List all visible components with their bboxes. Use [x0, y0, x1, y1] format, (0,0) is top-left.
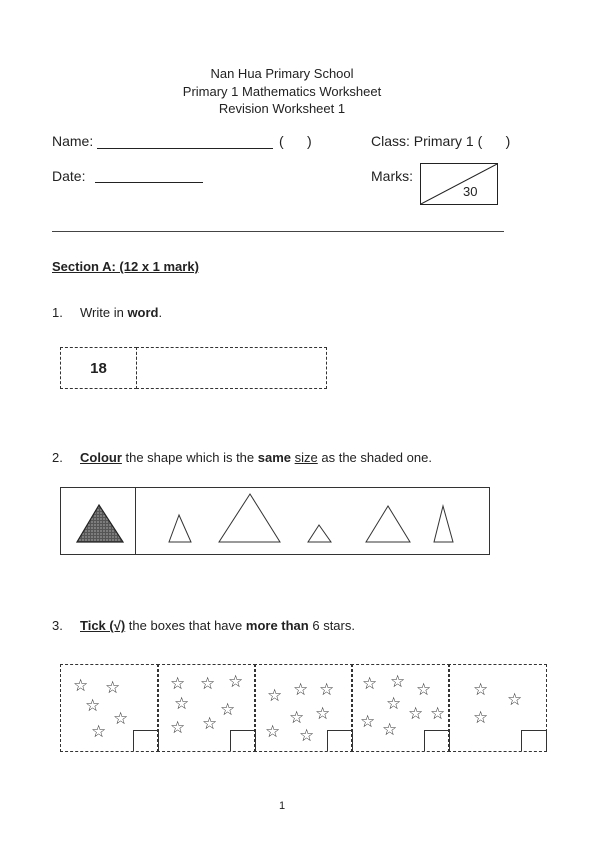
star-icon: ☆ — [319, 680, 335, 699]
star-icon: ☆ — [170, 674, 186, 693]
q1-answer-box[interactable] — [136, 347, 327, 389]
q2-text-1: the shape which is the — [121, 450, 258, 465]
q1-number-box — [60, 347, 137, 389]
star-icon: ☆ — [315, 704, 331, 723]
star-icon: ☆ — [362, 674, 378, 693]
q1-number: 1. — [52, 305, 63, 320]
marks-box — [420, 163, 498, 205]
q2-triangle-option-2[interactable] — [219, 494, 280, 542]
q2-size-word: size — [294, 450, 318, 465]
star-icon: ☆ — [73, 676, 89, 695]
q2-instruction — [80, 450, 432, 465]
star-icon: ☆ — [170, 718, 186, 737]
star-icon: ☆ — [382, 720, 398, 739]
star-icon: ☆ — [91, 722, 107, 741]
q2-shapes-svg — [61, 488, 489, 554]
q2-triangle-option-3[interactable] — [308, 525, 331, 542]
star-icon: ☆ — [416, 680, 432, 699]
marks-total: 30 — [463, 184, 478, 199]
header-divider — [52, 231, 504, 232]
q1-bold-word: word — [127, 305, 159, 320]
q2-shape-panel — [60, 487, 490, 555]
star-icon: ☆ — [299, 726, 315, 745]
star-icon: ☆ — [507, 690, 523, 709]
register-number-paren: ( ) — [279, 133, 312, 149]
q3-star-boxes — [60, 664, 546, 752]
q2-shaded-triangle — [77, 505, 123, 542]
star-icon: ☆ — [360, 712, 376, 731]
section-a-title: Section A: (12 x 1 mark) — [52, 259, 199, 274]
marks-diagonal-line — [421, 164, 497, 204]
worksheet-title: Revision Worksheet 1 — [218, 101, 346, 116]
q1-text-end: . — [158, 305, 163, 320]
star-icon: ☆ — [113, 709, 129, 728]
q2-triangle-option-5[interactable] — [434, 506, 453, 542]
q3-tick-box-1[interactable] — [133, 730, 159, 751]
q2-triangle-option-1[interactable] — [169, 515, 191, 542]
q2-triangle-option-4[interactable] — [366, 506, 410, 542]
q2-text-3: as the shaded one. — [317, 450, 432, 465]
q3-text-1: the boxes that have — [125, 618, 246, 633]
q3-box-3 — [254, 664, 353, 752]
q2-number: 2. — [52, 450, 63, 465]
q3-box-1 — [60, 664, 159, 752]
q3-box-5 — [448, 664, 547, 752]
date-field[interactable] — [95, 182, 203, 183]
star-icon: ☆ — [105, 678, 121, 697]
q2-colour-word: Colour — [80, 450, 122, 465]
star-icon: ☆ — [390, 672, 406, 691]
q3-tick-box-2[interactable] — [230, 730, 256, 751]
star-icon: ☆ — [85, 696, 101, 715]
q3-box-2 — [157, 664, 256, 752]
q3-instruction — [80, 618, 355, 633]
q3-tick-box-3[interactable] — [327, 730, 353, 751]
star-icon: ☆ — [430, 704, 446, 723]
star-icon: ☆ — [267, 686, 283, 705]
star-icon: ☆ — [202, 714, 218, 733]
q3-box-4 — [351, 664, 450, 752]
star-icon: ☆ — [289, 708, 305, 727]
name-label: Name: — [52, 133, 94, 149]
star-icon: ☆ — [265, 722, 281, 741]
q3-tick-box-4[interactable] — [424, 730, 450, 751]
star-icon: ☆ — [408, 704, 424, 723]
star-icon: ☆ — [386, 694, 402, 713]
star-icon: ☆ — [200, 674, 216, 693]
date-label: Date: — [52, 168, 86, 184]
page-number: 1 — [278, 800, 286, 812]
q3-text-2: 6 stars. — [308, 618, 355, 633]
school-name: Nan Hua Primary School — [210, 66, 354, 81]
star-icon: ☆ — [473, 708, 489, 727]
star-icon: ☆ — [473, 680, 489, 699]
q3-more-than-word: more than — [245, 618, 309, 633]
q2-same-word: same — [257, 450, 291, 465]
star-icon: ☆ — [293, 680, 309, 699]
class-label: Class: Primary 1 ( ) — [371, 133, 511, 149]
worksheet-subject: Primary 1 Mathematics Worksheet — [182, 84, 382, 99]
q1-given-number: 18 — [90, 360, 107, 377]
q1-text: Write in — [80, 305, 128, 320]
star-icon: ☆ — [220, 700, 236, 719]
star-icon: ☆ — [228, 672, 244, 691]
name-field[interactable] — [97, 148, 273, 149]
q3-tick-box-5[interactable] — [521, 730, 547, 751]
q3-tick-word: Tick (√) — [80, 618, 126, 633]
star-icon: ☆ — [174, 694, 190, 713]
q1-instruction — [80, 305, 162, 320]
marks-label: Marks: — [371, 168, 413, 184]
q3-number: 3. — [52, 618, 63, 633]
